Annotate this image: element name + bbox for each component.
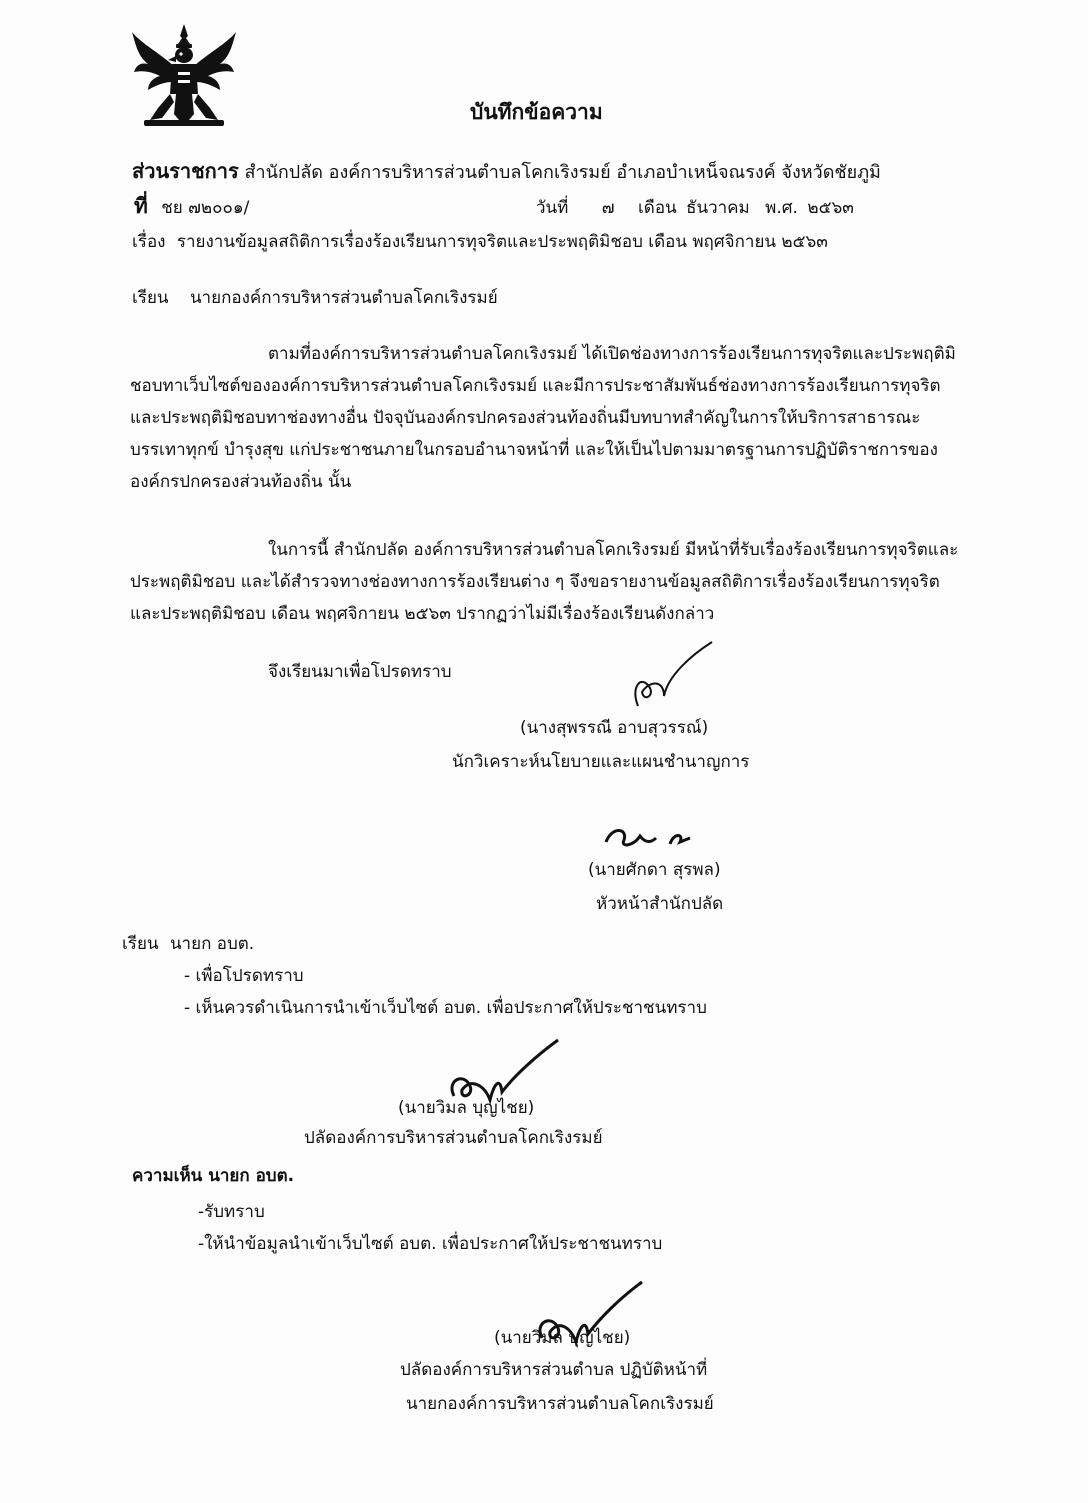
reference-label: ที่	[134, 194, 148, 218]
date-line	[536, 196, 854, 220]
closing-line: จึงเรียนมาเพื่อโปรดทราบ	[268, 662, 452, 682]
paragraph-line: บรรเทาทุกข์ บำรุงสุข แก่ประชาชนภายในกรอบอำนาจหน้าที่ และให้เป็นไปตามมาตรฐานการปฏิบัติราชการของ	[130, 440, 938, 460]
paragraph-line: ตามที่องค์การบริหารส่วนตำบลโคกเริงรมย์ ได้เปิดช่องทางการร้องเรียนการทุจริตและประพฤติมิ	[268, 344, 956, 364]
signature-4-title-line-1: ปลัดองค์การบริหารส่วนตำบล ปฏิบัติหน้าที่	[400, 1360, 708, 1380]
memo-salutation-label: เรียน	[122, 934, 159, 954]
signature-4-name: (นายวิมล บุญไชย)	[494, 1328, 631, 1348]
signature-4-title-line-2: นายกองค์การบริหารส่วนตำบลโคกเริงรมย์	[406, 1394, 714, 1414]
signature-1-title: นักวิเคราะห์นโยบายและแผนชำนาญการ	[452, 752, 750, 772]
memo-salutation	[122, 932, 254, 956]
signature-3-name: (นายวิมล บุญไชย)	[398, 1098, 535, 1118]
agency-value: สำนักปลัด องค์การบริหารส่วนตำบลโคกเริงรมย์ อำเภอบำเหน็จณรงค์ จังหวัดชัยภูมิ	[244, 162, 881, 183]
memo-item: - เพื่อโปรดทราบ	[184, 966, 304, 986]
agency-label: ส่วนราชการ	[132, 159, 239, 183]
date-month: ธันวาคม	[686, 198, 750, 218]
agency-line	[132, 158, 881, 186]
salutation-line	[132, 286, 498, 310]
signature-2-title: หัวหน้าสำนักปลัด	[596, 894, 724, 914]
date-label: วันที่	[536, 198, 569, 218]
body-paragraph-2	[130, 534, 1010, 630]
memo-item: - เห็นควรดำเนินการนำเข้าเว็บไซต์ อบต. เพื่อประกาศให้ประชาชนทราบ	[184, 998, 707, 1018]
signature-1-name: (นางสุพรรณี อาบสุวรรณ์)	[520, 718, 709, 738]
opinion-heading: ความเห็น นายก อบต.	[132, 1166, 295, 1186]
date-day: ๗	[601, 198, 615, 218]
opinion-item: -ให้นำข้อมูลนำเข้าเว็บไซต์ อบต. เพื่อประกาศให้ประชาชนทราบ	[198, 1234, 663, 1254]
paragraph-line: และประพฤติมิชอบทาช่องทางอื่น ปัจจุบันองค์กรปกครองส่วนท้องถิ่นมีบทบาทสำคัญในการให้บริการสาธารณะ	[130, 408, 921, 428]
garuda-emblem-icon	[128, 22, 240, 130]
salutation-value: นายกองค์การบริหารส่วนตำบลโคกเริงรมย์	[189, 288, 498, 308]
signature-3-title: ปลัดองค์การบริหารส่วนตำบลโคกเริงรมย์	[304, 1128, 603, 1148]
paragraph-line: องค์กรปกครองส่วนท้องถิ่น นั้น	[130, 472, 352, 492]
signature-1-mark-icon	[620, 636, 720, 716]
paragraph-line: ชอบทาเว็บไซต์ขององค์การบริหารส่วนตำบลโคกเริงรมย์ และมีการประชาสัมพันธ์ช่องทางการร้องเรียนการทุจริต	[130, 376, 941, 396]
date-year-label: พ.ศ.	[765, 198, 798, 218]
salutation-label: เรียน	[132, 288, 169, 308]
date-year: ๒๕๖๓	[807, 198, 854, 218]
signature-2-name: (นายศักดา สุรพล)	[588, 860, 721, 880]
reference-line	[134, 194, 249, 220]
subject-label: เรื่อง	[132, 232, 166, 252]
opinion-item: -รับทราบ	[198, 1202, 265, 1222]
paragraph-line: ประพฤติมิชอบ และได้สำรวจทางช่องทางการร้องเรียนต่าง ๆ จึงขอรายงานข้อมูลสถิติการเรื่องร้องเรียนการทุจริต	[130, 572, 940, 592]
memo-salutation-value: นายก อบต.	[169, 934, 255, 954]
date-month-label: เดือน	[637, 198, 677, 218]
subject-value: รายงานข้อมูลสถิติการเรื่องร้องเรียนการทุจริตและประพฤติมิชอบ เดือน พฤศจิกายน ๒๕๖๓	[176, 232, 828, 252]
signature-2-mark-icon	[598, 818, 708, 858]
body-paragraph-1	[130, 338, 1010, 498]
reference-value: ชย ๗๒๐๐๑/	[161, 198, 250, 218]
document-title: บันทึกข้อความ	[470, 100, 603, 124]
subject-line	[132, 230, 828, 254]
paragraph-line: และประพฤติมิชอบ เดือน พฤศจิกายน ๒๕๖๓ ปรากฏว่าไม่มีเรื่องร้องเรียนดังกล่าว	[130, 604, 715, 624]
paragraph-line: ในการนี้ สำนักปลัด องค์การบริหารส่วนตำบลโคกเริงรมย์ มีหน้าที่รับเรื่องร้องเรียนการทุจริตและ	[268, 540, 959, 560]
